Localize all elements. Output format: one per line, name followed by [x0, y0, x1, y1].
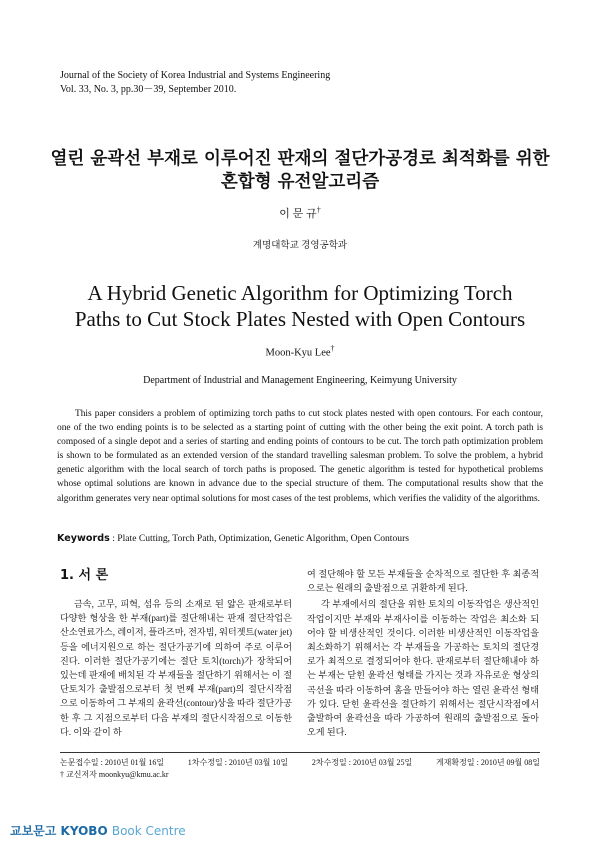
- accepted-date: 게재확정일 : 2010년 09월 08일: [435, 758, 540, 767]
- intro-paragraph-continued: 여 절단해야 할 모든 부재들을 순차적으로 절단한 후 최종적으로는 원래의 출발점으로 귀환하게 된다.: [307, 569, 539, 594]
- english-title-line1: A Hybrid Genetic Algorithm for Optimizing Torch: [87, 281, 513, 305]
- received-date: 논문접수일 : 2010년 01월 16일: [60, 758, 165, 767]
- kyobo-brand: 교보문고 KYOBO: [10, 824, 108, 838]
- intro-paragraph-2: 각 부재에서의 절단을 위한 토치의 이동작업은 생산적인 작업이지만 부재와 부재사이를 이동하는 작업은 최소화 되어야 할 비생산적인 것이다. 이러한 비생산적인 이동작업을 최소화하기 위해서는 각 부재들을 가공하는 토치의 절단경로가 최적으로 결정되어야 한다. 판재로부터 절단해내야 하는 부재는 닫힌 윤곽선 형태를 가지는 것과 자유로운 형상의 곡선을 따라 이동하여 홈을 만들어야 하는 열린 윤곽선 형태가 있다. 닫힌 윤곽선을 절단하기 위해서는 절단시작점에서 출발하여 윤곽선을 따라 가공하여 원래의 출발점으로 돌아오게 된다.: [307, 599, 539, 738]
- korean-affiliation: 계명대학교 경영공학과: [252, 241, 348, 251]
- english-author: [0, 344, 600, 359]
- revision2-date: 2차수정일 : 2010년 03월 25일: [311, 758, 413, 767]
- section-heading: 1. 서 론: [60, 568, 109, 583]
- corresponding-author: † 교신저자 moonkyu@kmu.ac.kr: [60, 770, 169, 779]
- english-author-mark: †: [330, 344, 335, 353]
- journal-header: [60, 69, 330, 97]
- english-author-name: Moon-Kyu Lee: [265, 347, 331, 359]
- keywords-text: : Plate Cutting, Torch Path, Optimization, Genetic Algorithm, Open Contours: [112, 533, 409, 544]
- footnote: [60, 757, 540, 781]
- keywords-label: Keywords: [57, 533, 110, 544]
- english-title-line2: Paths to Cut Stock Plates Nested with Open Contours: [74, 307, 526, 331]
- keywords: [57, 533, 543, 544]
- left-column: [60, 567, 292, 739]
- korean-title-line2: 혼합형 유전알고리즘: [220, 172, 380, 192]
- intro-paragraph-1: 금속, 고무, 피혁, 섬유 등의 소재로 된 얇은 판재로부터 다양한 형상을 한 부재(part)를 절단해내는 판재 절단작업은 산소연료가스, 레이저, 플라즈마, 전자빔, 워터젯트(water jet) 등을 에너지원으로 하는 절단가공기에 의하여 주로 이루어진다. 이러한 절단가공기에는 절단 토치(torch)가 장착되어 있는데 판재에 배치된 각 부재들을 절단하기 위해서는 이 절단토치가 출발점으로부터 첫 번째 부재(part)의 절단시작점으로 이동하여 그 부재의 윤곽선(contour)상을 따라 절단가공한 후 그 지점으로부터 다음 부재의 절단시작점으로 이동한다. 이와 같이 하: [60, 599, 292, 737]
- footnote-dates: [60, 757, 540, 769]
- kyobo-watermark: [10, 822, 186, 839]
- korean-author-name: 이 문 규: [279, 208, 317, 220]
- korean-title: [30, 148, 570, 194]
- abstract: This paper considers a problem of optimizing torch paths to cut stock plates nested with open contours. For each contour, one of the two ending points is to be selected as a starting point of cutting with the other being the exit point. A torch path is composed of a single depot and a series of starting and ending points of contours to be cut. The torch path optimization problem is shown to be formulated as an extended version of the standard travelling salesman problem. To solve the problem, a hybrid genetic algorithm with the local search of torch paths is proposed. The genetic algorithm is tested for hypothetical problems whose optimal solutions are known in advance due to the special structure of them. The computational results show that the algorithm generates very near optimal solutions for most cases of the test problems, which verifies the validity of the algorithms.: [57, 409, 543, 504]
- footnote-divider: [60, 752, 540, 753]
- revision1-date: 1차수정일 : 2010년 03월 10일: [187, 758, 289, 767]
- journal-volume: Vol. 33, No. 3, pp.30－39, September 2010.: [60, 84, 237, 95]
- english-affiliation: Department of Industrial and Management Engineering, Keimyung University: [143, 375, 457, 386]
- right-column: [307, 567, 539, 739]
- korean-author: [0, 205, 600, 221]
- kyobo-sub: Book Centre: [111, 824, 186, 838]
- journal-name: Journal of the Society of Korea Industrial and Systems Engineering: [60, 70, 331, 81]
- korean-title-line1: 열린 윤곽선 부재로 이루어진 판재의 절단가공경로 최적화를 위한: [50, 149, 550, 169]
- korean-author-mark: †: [316, 205, 321, 215]
- english-title: [20, 280, 580, 332]
